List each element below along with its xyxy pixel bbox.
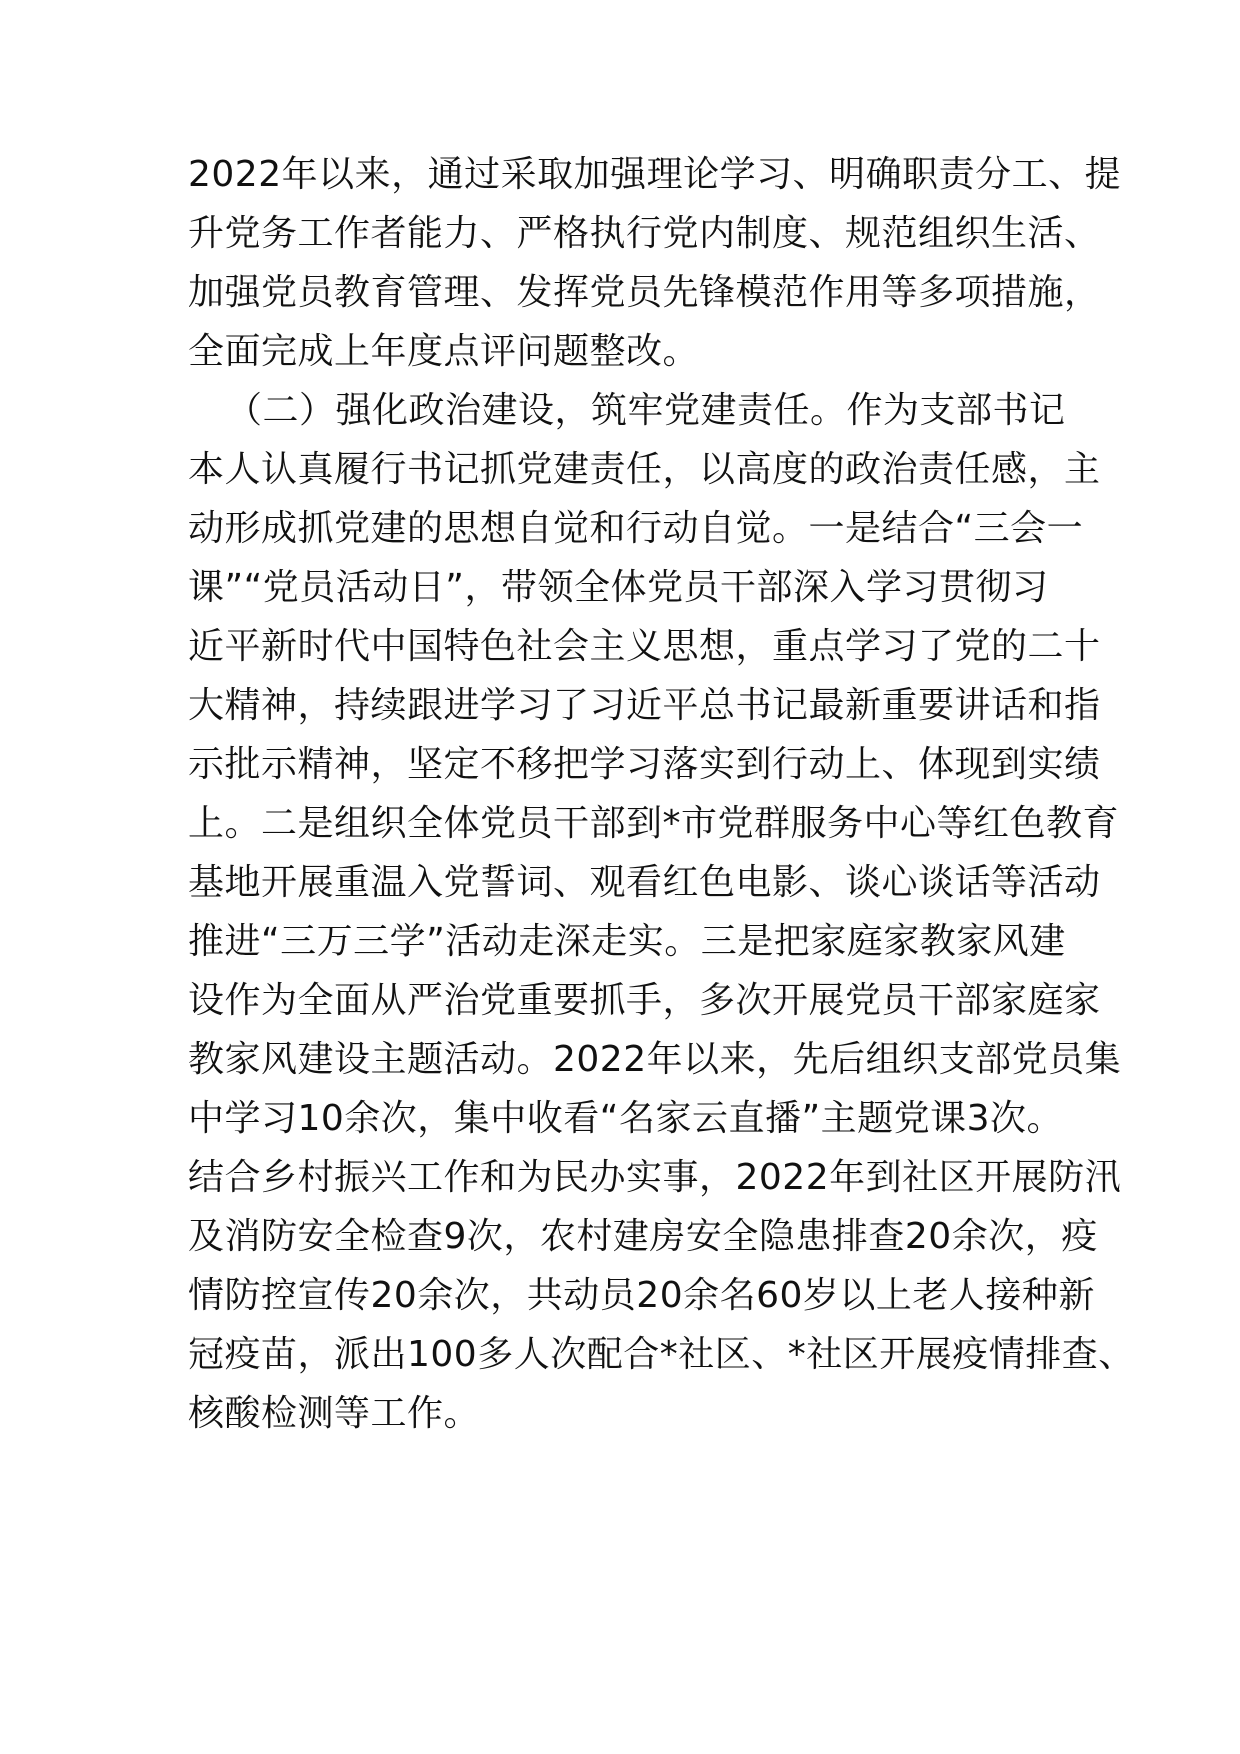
paragraph-line: 升党务工作者能力、严格执行党内制度、规范组织生活、 [188,213,1101,254]
paragraph-line: 上。二是组织全体党员干部到*市党群服务中心等红色教育 [188,803,1120,844]
paragraph-line: 加强党员教育管理、发挥党员先锋模范作用等多项措施， [188,272,1101,313]
paragraph-line: 基地开展重温入党誓词、观看红色电影、谈心谈话等活动 [188,862,1101,903]
paragraph-line: 课”“党员活动日”，带领全体党员干部深入学习贯彻习 [188,567,1049,608]
paragraph-line: 大精神，持续跟进学习了习近平总书记最新重要讲话和指 [188,685,1101,726]
paragraph-line: 全面完成上年度点评问题整改。 [188,331,700,372]
paragraph-line: 2022年以来，通过采取加强理论学习、明确职责分工、提 [188,154,1122,195]
paragraph-line: 结合乡村振兴工作和为民办实事，2022年到社区开展防汛 [188,1157,1122,1198]
paragraph-line: 设作为全面从严治党重要抓手，多次开展党员干部家庭家 [188,980,1101,1021]
paragraph-line: 示批示精神，坚定不移把学习落实到行动上、体现到实绩 [188,744,1101,785]
paragraph-line: 及消防安全检查9次，农村建房安全隐患排查20余次，疫 [188,1216,1098,1257]
paragraph-line: 情防控宣传20余次，共动员20余名60岁以上老人接种新 [188,1275,1095,1316]
paragraph-line: 核酸检测等工作。 [188,1393,481,1434]
paragraph-line: 推进“三万三学”活动走深走实。三是把家庭家教家风建 [188,921,1066,962]
paragraph-line: 教家风建设主题活动。2022年以来，先后组织支部党员集 [188,1039,1122,1080]
paragraph-line: 动形成抓党建的思想自觉和行动自觉。一是结合“三会一 [188,508,1084,549]
paragraph-line: （二）强化政治建设，筑牢党建责任。作为支部书记 [226,390,1066,431]
paragraph-line: 中学习10余次，集中收看“名家云直播”主题党课3次。 [188,1098,1064,1139]
paragraph-line: 冠疫苗，派出100多人次配合*社区、*社区开展疫情排查、 [188,1334,1135,1375]
paragraph-line: 近平新时代中国特色社会主义思想，重点学习了党的二十 [188,626,1101,667]
paragraph-line: 本人认真履行书记抓党建责任，以高度的政治责任感，主 [188,449,1101,490]
